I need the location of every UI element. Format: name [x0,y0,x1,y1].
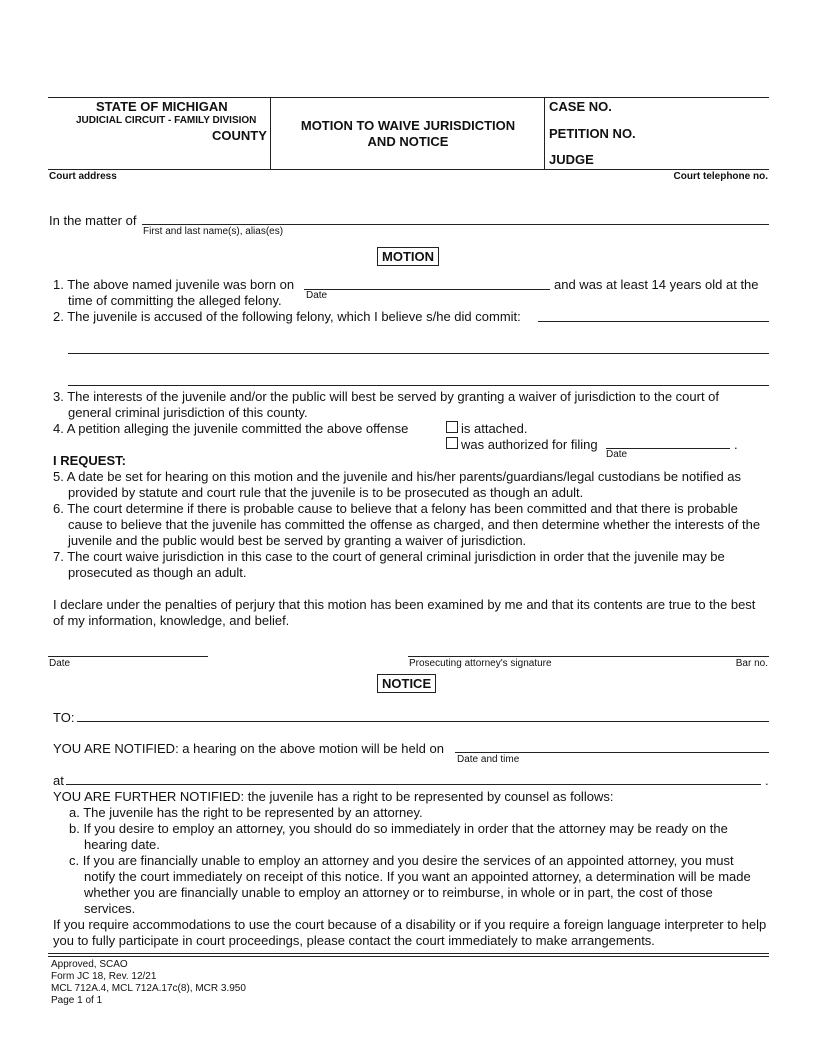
item6-text-a: 6. The court determine if there is probable cause to believe that a felony has been committed and that there is probable [53,501,738,516]
declaration-text-b: of my information, knowledge, and belief. [53,613,290,628]
notice-item-b-line1: b. If you desire to employ an attorney, you should do so immediately in order that the attorney may be ready on the [69,821,728,836]
felony-field-line3[interactable] [68,385,769,386]
header-divider-right [544,97,545,169]
footer-page-number: Page 1 of 1 [51,995,103,1006]
attached-label: is attached. [461,421,528,436]
authorized-checkbox[interactable] [446,437,458,449]
authorized-date-caption: Date [606,449,628,460]
further-text: YOU ARE FURTHER NOTIFIED: the juvenile has a right to be represented by counsel as follows: [53,789,614,804]
matter-name-caption: First and last name(s), alias(es) [143,226,284,237]
matter-name-field[interactable] [142,224,769,225]
item7-text-a: 7. The court waive jurisdiction in this case to the court of general criminal jurisdiction in order that the juvenile may be [53,549,725,564]
felony-field-line1[interactable] [538,321,769,322]
judge-label: JUDGE [549,152,594,167]
bar-no-caption: Bar no. [735,658,768,669]
hearing-date-caption: Date and time [457,754,520,765]
notice-heading: NOTICE [377,674,436,693]
matter-label: In the matter of [49,213,137,228]
location-period: . [765,773,769,788]
hearing-location-field[interactable] [66,784,761,785]
item5-text-a: 5. A date be set for hearing on this motion and the juvenile and his/her parents/guardians/legal custodians be notified as [53,469,742,484]
birth-date-caption: Date [306,290,328,301]
signature-caption: Prosecuting attorney's signature [409,658,552,669]
item3-text-b: general criminal jurisdiction of this county. [68,405,308,420]
item1-text-a: 1. The above named juvenile was born on [53,277,295,292]
signature-field[interactable] [408,656,769,657]
item3-text-a: 3. The interests of the juvenile and/or the public will best be served by granting a waiver of jurisdiction to the court of [53,389,720,404]
declaration-text-a: I declare under the penalties of perjury that this motion has been examined by me and that its contents are true to the best [53,597,756,612]
case-no-label: CASE NO. [549,99,612,114]
header-top-rule [48,97,769,98]
item7-text-b: prosecuted as though an adult. [68,565,247,580]
state-name: STATE OF MICHIGAN [96,99,228,114]
court-address-label: Court address [49,171,117,182]
circuit-label: JUDICIAL CIRCUIT - FAMILY DIVISION [76,115,257,126]
item1-text-b: and was at least 14 years old at the [554,277,759,292]
item6-text-b: cause to believe that the juvenile has committed the offense as charged, and then determine whether the interests of the [68,517,761,532]
hearing-date-field[interactable] [455,752,769,753]
to-field[interactable] [77,721,769,722]
notice-item-c-line2: notify the court immediately on receipt of this notice. If you want an appointed attorney, a determination will be made [84,869,751,884]
notice-item-b-line2: hearing date. [84,837,160,852]
item4-text: 4. A petition alleging the juvenile committed the above offense [53,421,409,436]
to-label: TO: [53,710,75,725]
item1-text-c: time of committing the alleged felony. [68,293,282,308]
form-title-line2: AND NOTICE [367,134,449,149]
footer-rule-bottom [48,956,769,957]
notice-item-c-line3: whether you are financially unable to employ an attorney or to reimburse, in whole or in part, the cost of those [84,885,713,900]
authorized-period: . [734,437,738,452]
notified-text: YOU ARE NOTIFIED: a hearing on the above motion will be held on [53,741,444,756]
item2-text: 2. The juvenile is accused of the following felony, which I believe s/he did commit: [53,309,521,324]
authorized-label: was authorized for filing [461,437,598,452]
motion-heading: MOTION [377,247,439,266]
county-label: COUNTY [212,128,267,143]
signature-date-field[interactable] [48,656,208,657]
court-telephone-label: Court telephone no. [673,171,768,182]
notice-item-c-line1: c. If you are financially unable to employ an attorney and you desire the services of an appointed attorney, you must [69,853,734,868]
notice-item-a: a. The juvenile has the right to be represented by an attorney. [69,805,423,820]
request-heading: I REQUEST: [53,453,126,468]
footer-rule-top [48,953,769,954]
accommodation-text-line1: If you require accommodations to use the court because of a disability or if you require a foreign language interpreter to help [53,917,767,932]
at-label: at [53,773,64,788]
item5-text-b: provided by statute and court rule that the juvenile is to be prosecuted as though an adult. [68,485,584,500]
header-divider-left [270,97,271,169]
accommodation-text-line2: you to fully participate in court proceedings, please contact the court immediately to make arrangements. [53,933,655,948]
petition-no-label: PETITION NO. [549,126,636,141]
signature-date-caption: Date [49,658,71,669]
birth-date-field[interactable] [304,289,550,290]
header-bottom-rule [48,169,769,170]
form-title-line1: MOTION TO WAIVE JURISDICTION [300,118,516,133]
item6-text-c: juvenile and the public would best be served by granting a waiver of jurisdiction. [68,533,527,548]
notice-item-c-line4: services. [84,901,136,916]
felony-field-line2[interactable] [68,353,769,354]
footer-statutes: MCL 712A.4, MCL 712A.17c(8), MCR 3.950 [51,983,246,994]
footer-approved: Approved, SCAO [51,959,128,970]
footer-form-number: Form JC 18, Rev. 12/21 [51,971,157,982]
attached-checkbox[interactable] [446,421,458,433]
